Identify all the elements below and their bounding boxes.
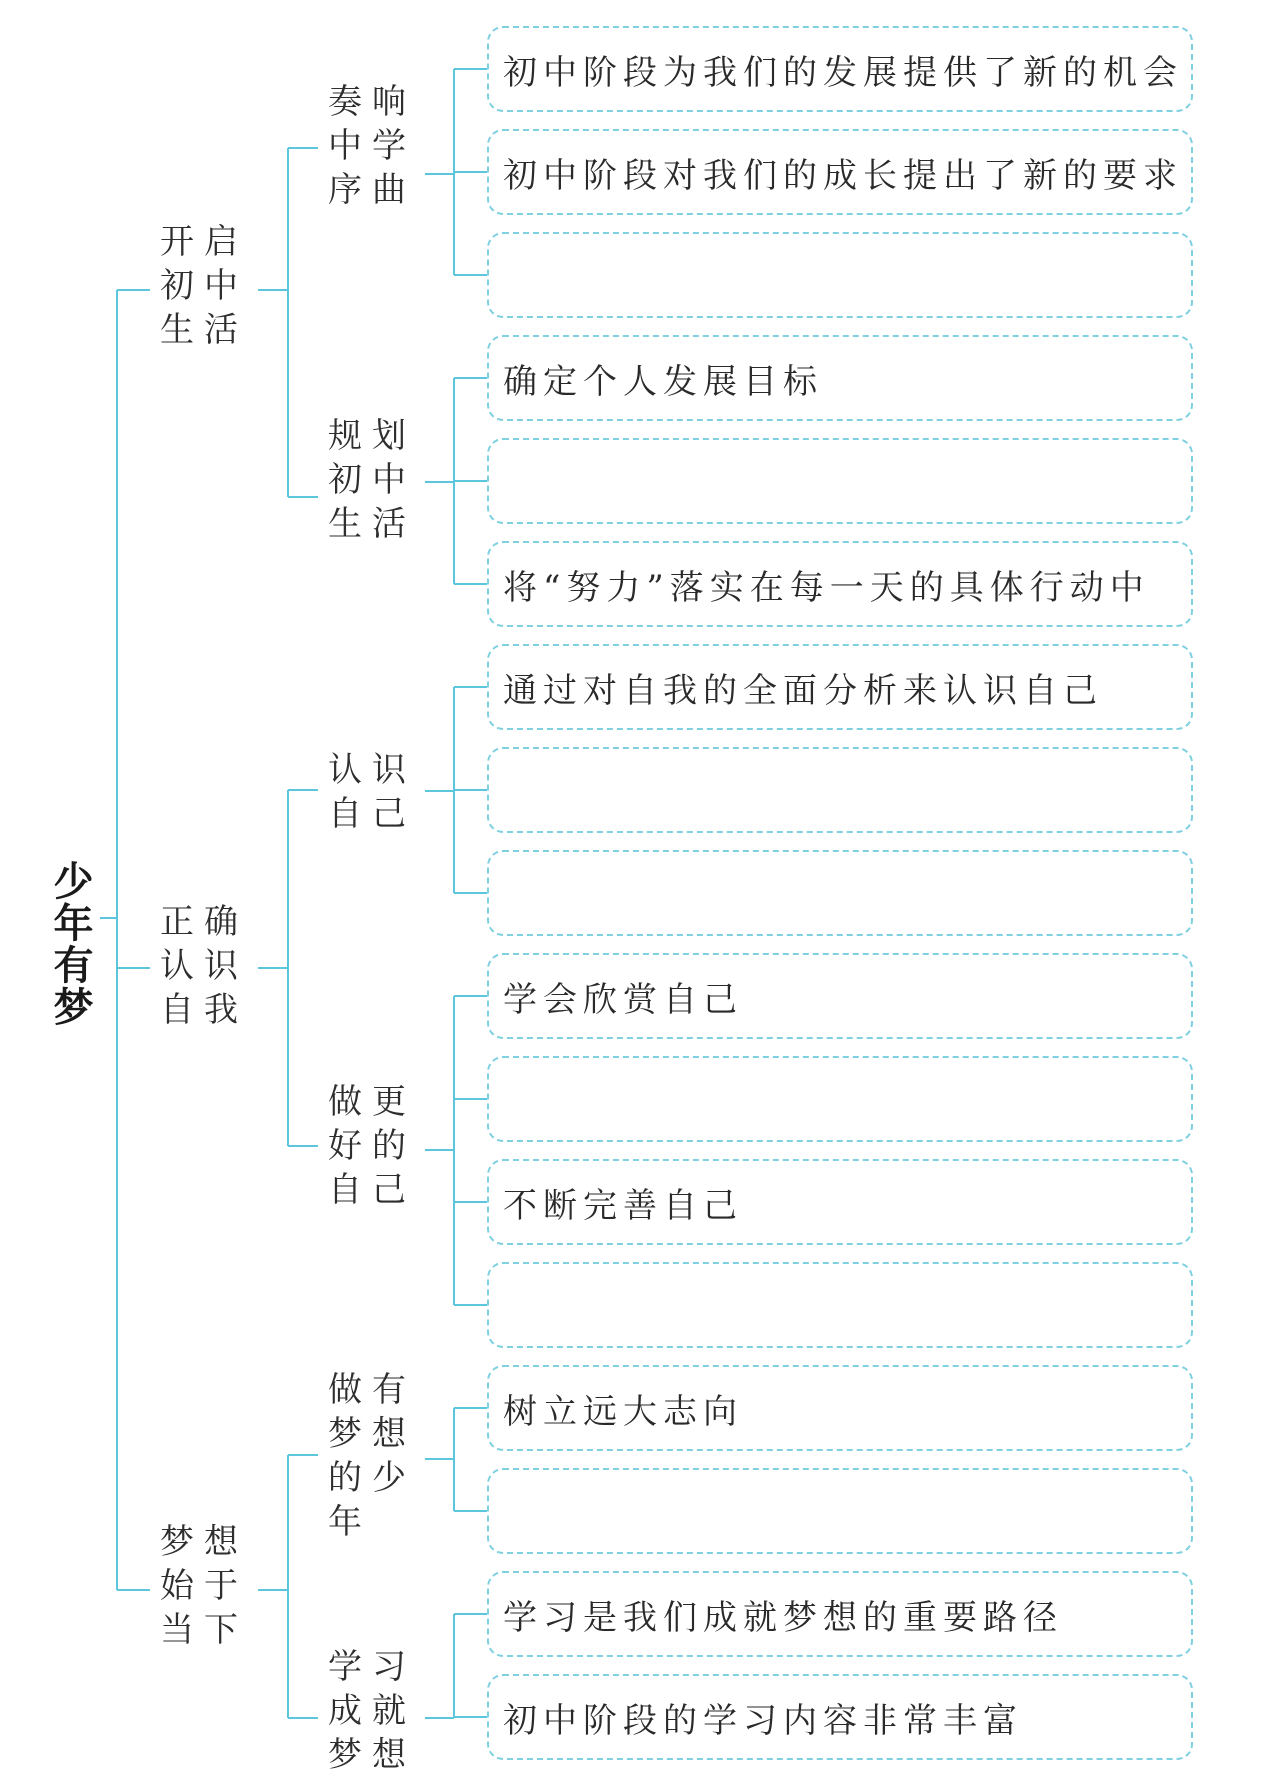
point-box: 通过对自我的全面分析来认识自己 — [487, 644, 1193, 730]
sub-dreaming-youth: 做有梦想的少年 — [328, 1370, 416, 1542]
sub-plan-life: 规划初中生活 — [328, 416, 416, 544]
point-box-blank[interactable] — [487, 1468, 1193, 1554]
sub-better-self: 做更好的自己 — [328, 1082, 416, 1210]
point-box-blank[interactable] — [487, 438, 1193, 524]
point-box-blank[interactable] — [487, 747, 1193, 833]
point-box: 初中阶段为我们的发展提供了新的机会 — [487, 26, 1193, 112]
sub-know-self: 认识自己 — [328, 750, 416, 834]
point-box: 学会欣赏自己 — [487, 953, 1193, 1039]
point-box: 初中阶段的学习内容非常丰富 — [487, 1674, 1193, 1760]
point-box-blank[interactable] — [487, 232, 1193, 318]
root-topic: 少年有梦 — [47, 860, 93, 1028]
point-box: 树立远大志向 — [487, 1365, 1193, 1451]
point-box: 将“努力”落实在每一天的具体行动中 — [487, 541, 1193, 627]
branch-dream-starts-now: 梦想始于当下 — [160, 1522, 248, 1650]
point-box: 学习是我们成就梦想的重要路径 — [487, 1571, 1193, 1657]
sub-prelude: 奏响中学序曲 — [328, 82, 416, 210]
point-box-blank[interactable] — [487, 1262, 1193, 1348]
point-box: 确定个人发展目标 — [487, 335, 1193, 421]
branch-start-junior-high: 开启初中生活 — [160, 222, 248, 350]
point-box-blank[interactable] — [487, 1056, 1193, 1142]
point-box: 不断完善自己 — [487, 1159, 1193, 1245]
branch-know-yourself: 正确认识自我 — [160, 902, 248, 1030]
sub-study-dream: 学习成就梦想 — [328, 1647, 416, 1775]
point-box-blank[interactable] — [487, 850, 1193, 936]
point-box: 初中阶段对我们的成长提出了新的要求 — [487, 129, 1193, 215]
